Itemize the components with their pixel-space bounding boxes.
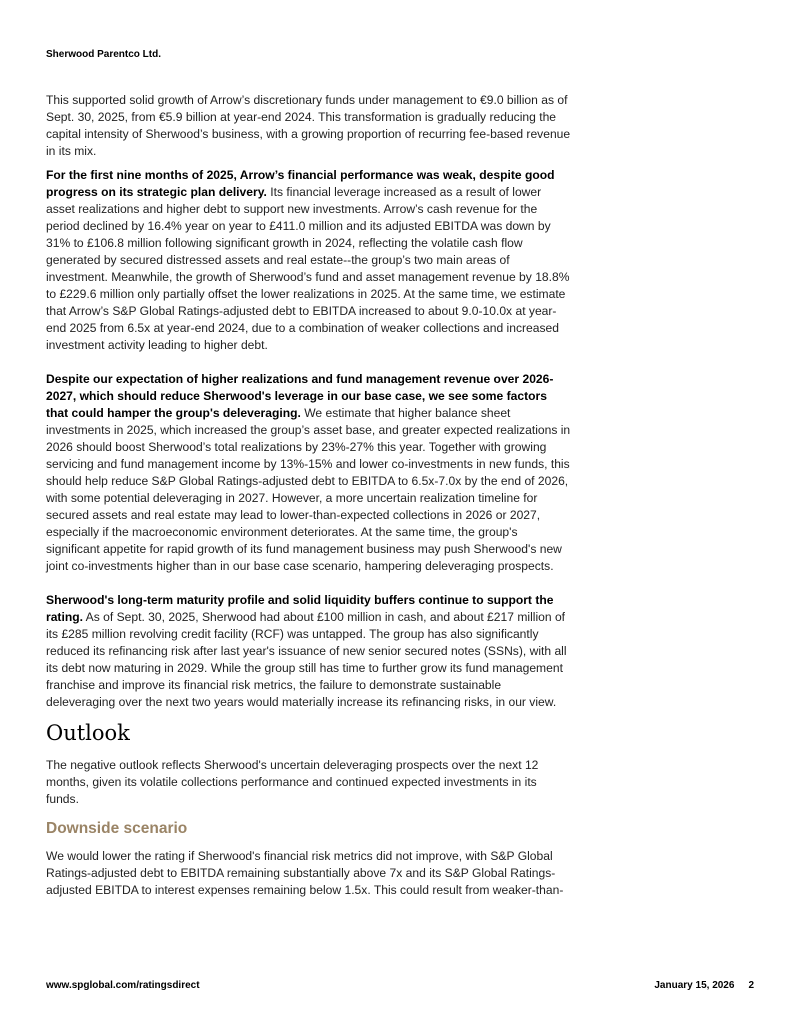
footer-meta <box>654 980 754 991</box>
paragraph-performance <box>46 167 572 354</box>
outlook-heading: Outlook <box>46 721 130 745</box>
paragraph-liquidity <box>46 592 572 711</box>
paragraph-performance-lead: For the first nine months of 2025, Arrow’s financial performance was weak, despite good progress on its strategic plan delivery. <box>46 168 555 199</box>
document-body <box>46 92 572 899</box>
page-number: 2 <box>748 980 754 991</box>
footer-date: January 15, 2026 <box>654 980 735 991</box>
paragraph-downside: We would lower the rating if Sherwood's financial risk metrics did not improve, with S&P Global Ratings-adjusted debt to EBITDA remaining substantially above 7x and its S&P Global Ratings-adjusted EBITDA to interest expenses remaining below 1.5x. This could result from weaker-than- <box>46 849 564 897</box>
footer-url[interactable] <box>46 980 200 991</box>
paragraph-deleveraging <box>46 371 572 575</box>
paragraph-liquidity-lead: Sherwood's long-term maturity profile and solid liquidity buffers continue to support the rating. <box>46 593 554 624</box>
downside-scenario-heading: Downside scenario <box>46 820 188 837</box>
running-header <box>46 49 161 60</box>
company-name: Sherwood Parentco Ltd. <box>46 49 162 60</box>
paragraph-deleveraging-text: We estimate that higher balance sheet investments in 2025, which increased the group’s asset base, and greater expected realizations in 2026 should boost Sherwood’s total realizations by 23%-27% this year. Together with growing servicing and fund management income by 13%-15% and lower co-investments in new funds, this should help reduce S&P Global Ratings-adjusted debt to EBITDA to 6.5x-7.0x by the end of 2026, with some potential deleveraging in 2027. However, a more uncertain realization timeline for secured assets and real estate may lead to lower-than-expected collections in 2026 or 2027, especially if the macroeconomic environment deteriorates. At the same time, the group's significant appetite for rapid growth of its fund management business may push Sherwood's new joint co-investments higher than in our base case scenario, hampering deleveraging prospects. <box>46 406 571 573</box>
paragraph-fund-growth: This supported solid growth of Arrow’s discretionary funds under management to €9.0 billion as of Sept. 30, 2025, from €5.9 billion at year-end 2024. This transformation is gradually reducing the capital intensity of Sherwood’s business, with a growing proportion of recurring fee-based revenue in its mix. <box>46 93 571 158</box>
paragraph-deleveraging-lead: Despite our expectation of higher realizations and fund management revenue over 2026-2027, which should reduce Sherwood's leverage in our base case, we see some factors that could hamper the group's deleveraging. <box>46 372 554 420</box>
paragraph-performance-text: Its financial leverage increased as a result of lower asset realizations and higher debt to support new investments. Arrow’s cash revenue for the period declined by 16.4% year on year to £411.0 million and its adjusted EBITDA was down by 31% to £106.8 million following significant growth in 2024, reflecting the volatile cash flow generated by secured distressed assets and real estate--the group’s two main areas of investment. Meanwhile, the growth of Sherwood’s fund and asset management revenue by 18.8% to £229.6 million only partially offset the lower realizations in 2025. At the same time, we estimate that Arrow’s S&P Global Ratings-adjusted debt to EBITDA increased to about 9.0-10.0x at year-end 2025 from 6.5x at year-end 2024, due to a combination of weaker collections and increased investment activity leading to higher debt. <box>46 185 570 352</box>
paragraph-outlook: The negative outlook reflects Sherwood's uncertain deleveraging prospects over the next 12 months, given its volatile collections performance and continued expected investments in its funds. <box>46 758 539 806</box>
paragraph-liquidity-text: As of Sept. 30, 2025, Sherwood had about £100 million in cash, and about £217 million of its £285 million revolving credit facility (RCF) was untapped. The group has also significantly reduced its refinancing risk after last year's issuance of new senior secured notes (SSNs), with all its debt now maturing in 2029. While the group still has time to further grow its fund management franchise and improve its financial risk metrics, the failure to demonstrate sustainable deleveraging over the next two years would materially increase its refinancing risks, in our view. <box>46 610 567 709</box>
footer-url-text[interactable]: www.spglobal.com/ratingsdirect <box>46 980 200 991</box>
